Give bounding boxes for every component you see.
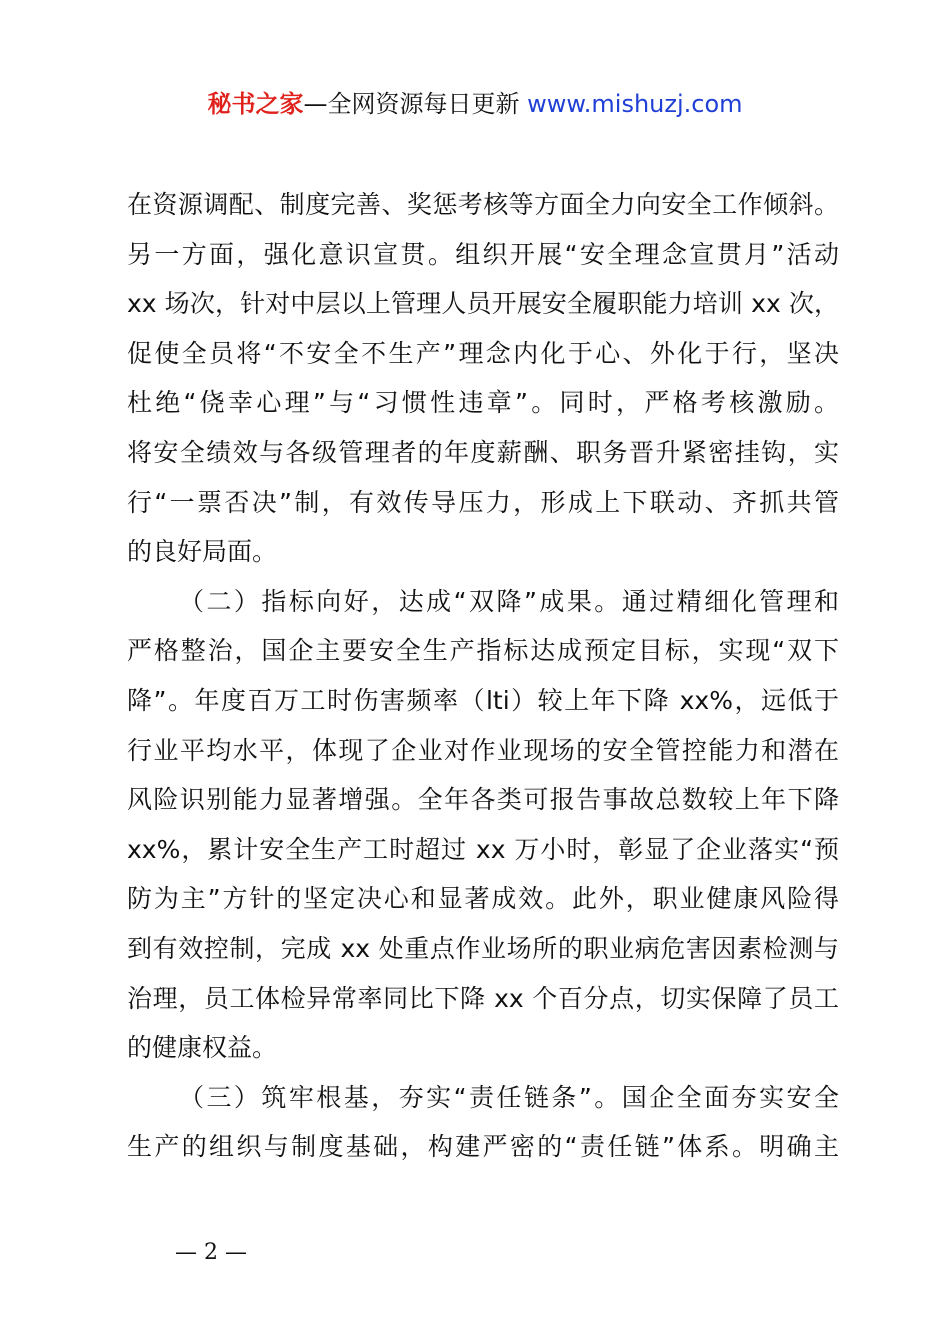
text-line: 杜绝“侥幸心理”与“习惯性违章”。同时，严格考核激励。 [127, 388, 839, 418]
text-line: 在资源调配、制度完善、奖惩考核等方面全力向安全工作倾斜。 [127, 190, 839, 219]
text-line: 行“一票否决”制，有效传导压力，形成上下联动、齐抓共管 [127, 487, 839, 517]
page-header [0, 86, 950, 122]
page-number: — 2 — [175, 1240, 247, 1265]
site-url-link[interactable]: www.mishuzj.com [527, 90, 743, 118]
text-line: xx%，累计安全生产工时超过 xx 万小时，彰显了企业落实“预 [127, 834, 839, 864]
text-line: 的健康权益。 [127, 1033, 278, 1063]
text-line: 降”。年度百万工时伤害频率（lti）较上年下降 xx%，远低于 [127, 685, 839, 715]
text-line: xx 场次，针对中层以上管理人员开展安全履职能力培训 xx 次， [127, 289, 839, 319]
text-line: 防为主”方针的坚定决心和显著成效。此外，职业健康风险得 [127, 884, 839, 914]
text-line: 行业平均水平，体现了企业对作业现场的安全管控能力和潜在 [127, 735, 839, 765]
text-line: 的良好局面。 [127, 537, 278, 567]
text-line: 促使全员将“不安全不生产”理念内化于心、外化于行，坚决 [127, 338, 839, 368]
text-line: 到有效控制，完成 xx 处重点作业场所的职业病危害因素检测与 [127, 933, 839, 963]
text-line: 风险识别能力显著增强。全年各类可报告事故总数较上年下降 [127, 785, 839, 815]
brand-name: 秘书之家 [207, 90, 304, 118]
text-line: 治理，员工体检异常率同比下降 xx 个百分点，切实保障了员工 [127, 983, 839, 1013]
section-heading-line: （三）筑牢根基，夯实“责任链条”。国企全面夯实安全 [179, 1082, 839, 1112]
text-line: 严格整治，国企主要安全生产指标达成预定目标，实现“双下 [127, 636, 839, 666]
document-body [127, 180, 839, 1172]
text-line: 将安全绩效与各级管理者的年度薪酬、职务晋升紧密挂钩，实 [127, 437, 839, 467]
text-line: 生产的组织与制度基础，构建严密的“责任链”体系。明确主 [127, 1132, 839, 1162]
section-heading-line: （二）指标向好，达成“双降”成果。通过精细化管理和 [179, 586, 839, 616]
text-line: 另一方面，强化意识宣贯。组织开展“安全理念宣贯月”活动 [127, 239, 839, 269]
header-tagline: —全网资源每日更新 [303, 90, 528, 118]
